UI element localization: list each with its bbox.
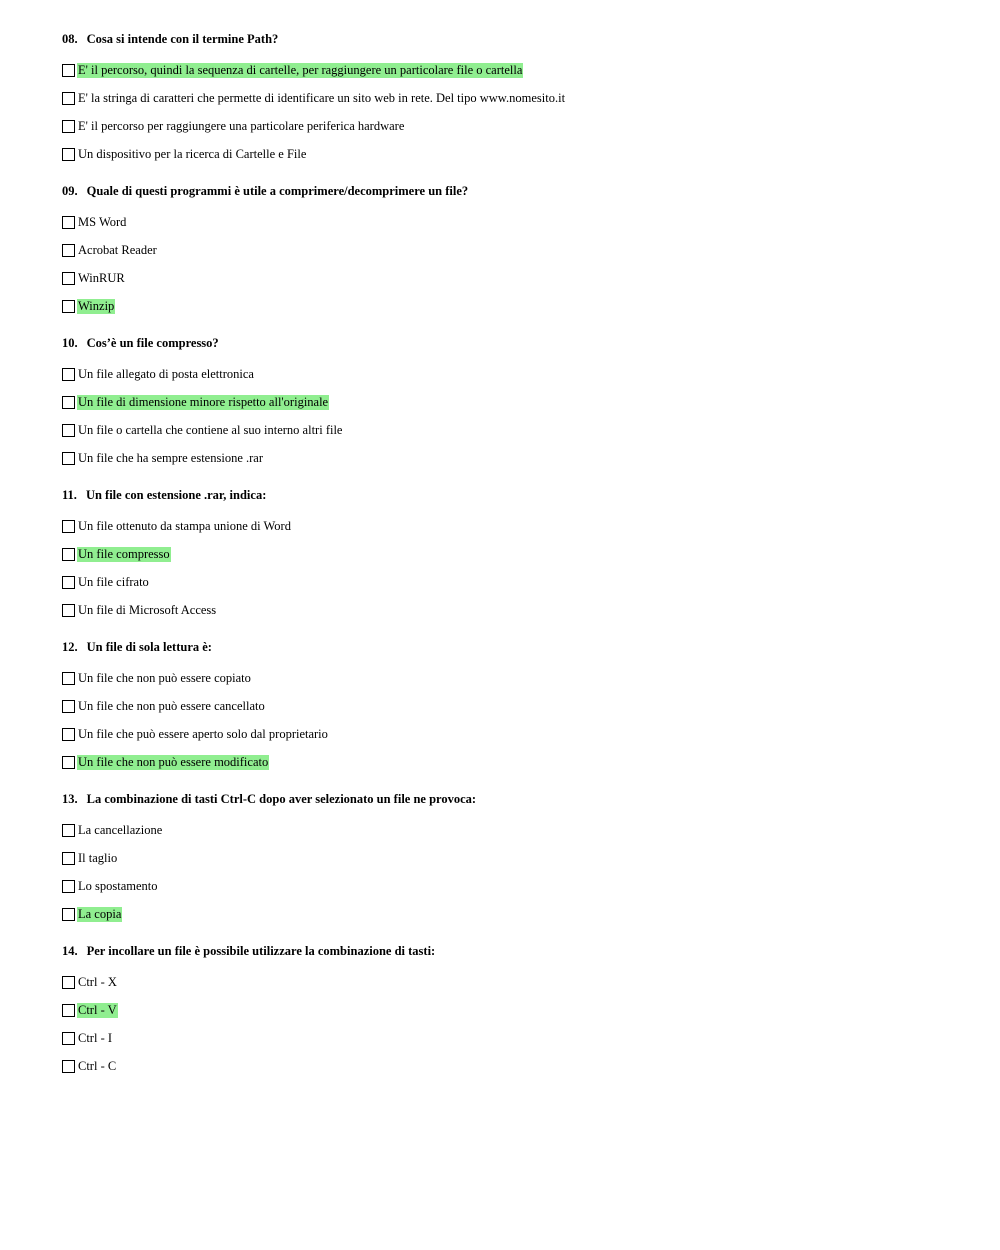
answer-checkbox[interactable] — [62, 452, 75, 465]
answer-text: Un file di Microsoft Access — [78, 602, 217, 617]
answer-option[interactable] — [62, 84, 962, 112]
answer-text: Lo spostamento — [78, 878, 158, 893]
question-14 — [62, 942, 962, 1080]
answer-option[interactable] — [62, 292, 962, 320]
question-number: 14. — [62, 944, 78, 958]
question-text: Un file di sola lettura è: — [86, 640, 212, 654]
answer-text: Un dispositivo per la ricerca di Cartelle e File — [78, 146, 307, 161]
question-09 — [62, 182, 962, 320]
answer-checkbox[interactable] — [62, 148, 75, 161]
question-11 — [62, 486, 962, 624]
answer-option[interactable] — [62, 388, 962, 416]
answer-checkbox[interactable] — [62, 1032, 75, 1045]
answer-option[interactable] — [62, 360, 962, 388]
answer-option[interactable] — [62, 844, 962, 872]
answer-text: Un file di dimensione minore rispetto all'originale — [78, 394, 329, 409]
answer-checkbox[interactable] — [62, 976, 75, 989]
question-08 — [62, 30, 962, 168]
answer-option[interactable] — [62, 112, 962, 140]
question-number: 09. — [62, 184, 78, 198]
answer-checkbox[interactable] — [62, 244, 75, 257]
answer-checkbox[interactable] — [62, 424, 75, 437]
question-title — [62, 942, 962, 960]
answer-checkbox[interactable] — [62, 852, 75, 865]
answer-checkbox[interactable] — [62, 880, 75, 893]
answer-text: Un file che non può essere modificato — [78, 754, 269, 769]
answer-checkbox[interactable] — [62, 216, 75, 229]
answer-text: MS Word — [78, 214, 127, 229]
answer-text: E' il percorso per raggiungere una particolare periferica hardware — [78, 118, 405, 133]
answer-option[interactable] — [62, 540, 962, 568]
answer-text: La cancellazione — [78, 822, 163, 837]
answer-text: Ctrl - C — [78, 1058, 117, 1073]
answer-option[interactable] — [62, 208, 962, 236]
answer-checkbox[interactable] — [62, 576, 75, 589]
question-title — [62, 790, 962, 808]
question-number: 10. — [62, 336, 78, 350]
answer-text: Un file cifrato — [78, 574, 149, 589]
question-10 — [62, 334, 962, 472]
answer-checkbox[interactable] — [62, 92, 75, 105]
question-13 — [62, 790, 962, 928]
question-text: Quale di questi programmi è utile a comprimere/decomprimere un file? — [86, 184, 469, 198]
answer-option[interactable] — [62, 720, 962, 748]
answer-option[interactable] — [62, 900, 962, 928]
answer-checkbox[interactable] — [62, 368, 75, 381]
answer-text: Ctrl - I — [78, 1030, 113, 1045]
answer-checkbox[interactable] — [62, 672, 75, 685]
answer-checkbox[interactable] — [62, 64, 75, 77]
answer-checkbox[interactable] — [62, 272, 75, 285]
answer-option[interactable] — [62, 996, 962, 1024]
question-title — [62, 486, 962, 504]
answer-text: Un file che può essere aperto solo dal proprietario — [78, 726, 328, 741]
answer-text: Un file allegato di posta elettronica — [78, 366, 254, 381]
answer-checkbox[interactable] — [62, 756, 75, 769]
answer-checkbox[interactable] — [62, 604, 75, 617]
answer-checkbox[interactable] — [62, 1004, 75, 1017]
answer-option[interactable] — [62, 816, 962, 844]
answer-text: Ctrl - X — [78, 974, 117, 989]
answer-checkbox[interactable] — [62, 120, 75, 133]
answer-text: Il taglio — [78, 850, 118, 865]
answer-text: Un file che non può essere cancellato — [78, 698, 265, 713]
answer-text: Un file che non può essere copiato — [78, 670, 251, 685]
answer-text: Winzip — [78, 298, 115, 313]
question-text: Cosa si intende con il termine Path? — [86, 32, 279, 46]
question-text: La combinazione di tasti Ctrl-C dopo aver selezionato un file ne provoca: — [86, 792, 477, 806]
answer-option[interactable] — [62, 140, 962, 168]
answer-option[interactable] — [62, 236, 962, 264]
answer-text: La copia — [78, 906, 122, 921]
answer-text: Ctrl - V — [78, 1002, 117, 1017]
answer-option[interactable] — [62, 264, 962, 292]
question-title — [62, 334, 962, 352]
answer-text: Un file o cartella che contiene al suo interno altri file — [78, 422, 343, 437]
answer-checkbox[interactable] — [62, 824, 75, 837]
question-text: Per incollare un file è possibile utilizzare la combinazione di tasti: — [86, 944, 436, 958]
question-number: 12. — [62, 640, 78, 654]
question-12 — [62, 638, 962, 776]
quiz-page — [62, 30, 962, 1094]
answer-checkbox[interactable] — [62, 548, 75, 561]
answer-option[interactable] — [62, 568, 962, 596]
question-title — [62, 638, 962, 656]
answer-checkbox[interactable] — [62, 520, 75, 533]
answer-option[interactable] — [62, 1024, 962, 1052]
question-title — [62, 30, 962, 48]
answer-checkbox[interactable] — [62, 908, 75, 921]
answer-text: E' la stringa di caratteri che permette di identificare un sito web in rete. Del tipo www.nomesito.it — [78, 90, 566, 105]
answer-text: WinRUR — [78, 270, 125, 285]
answer-checkbox[interactable] — [62, 1060, 75, 1073]
answer-option[interactable] — [62, 1052, 962, 1080]
question-number: 08. — [62, 32, 78, 46]
answer-option[interactable] — [62, 56, 962, 84]
answer-option[interactable] — [62, 748, 962, 776]
answer-checkbox[interactable] — [62, 396, 75, 409]
answer-option[interactable] — [62, 512, 962, 540]
question-text: Un file con estensione .rar, indica: — [85, 488, 267, 502]
question-number: 13. — [62, 792, 78, 806]
answer-text: Un file compresso — [78, 546, 170, 561]
answer-option[interactable] — [62, 872, 962, 900]
question-number: 11. — [62, 488, 77, 502]
answer-text: Un file che ha sempre estensione .rar — [78, 450, 263, 465]
answer-checkbox[interactable] — [62, 728, 75, 741]
answer-option[interactable] — [62, 692, 962, 720]
answer-text: E' il percorso, quindi la sequenza di cartelle, per raggiungere un particolare file o cartella — [78, 62, 523, 77]
answer-text: Un file ottenuto da stampa unione di Word — [78, 518, 291, 533]
answer-checkbox[interactable] — [62, 700, 75, 713]
answer-option[interactable] — [62, 596, 962, 624]
answer-option[interactable] — [62, 416, 962, 444]
answer-checkbox[interactable] — [62, 300, 75, 313]
answer-option[interactable] — [62, 664, 962, 692]
question-text: Cos’è un file compresso? — [86, 336, 219, 350]
answer-option[interactable] — [62, 444, 962, 472]
answer-text: Acrobat Reader — [78, 242, 157, 257]
question-title — [62, 182, 962, 200]
answer-option[interactable] — [62, 968, 962, 996]
